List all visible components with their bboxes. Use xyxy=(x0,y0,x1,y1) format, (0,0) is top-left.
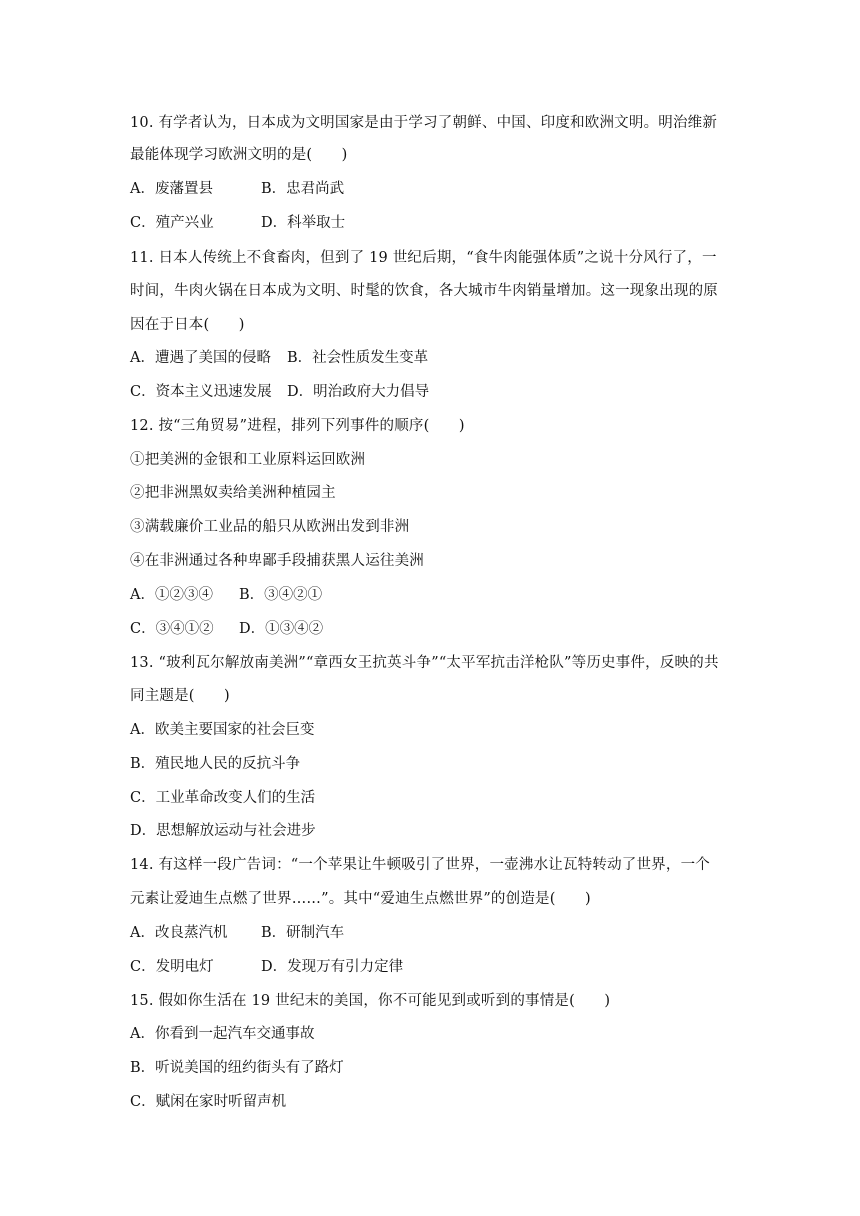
question-14-text-line-1: 14. 有这样一段广告词：“一个苹果让牛顿吸引了世界，一壶沸水让瓦特转动了世界，一个 xyxy=(130,857,710,873)
question-12-item-2: ②把非洲黑奴卖给美洲种植园主 xyxy=(130,485,336,501)
question-15-text-line-1: 15. 假如你生活在 19 世纪末的美国，你不可能见到或听到的事情是( ) xyxy=(130,993,611,1009)
question-11-option-b: B．社会性质发生变革 xyxy=(287,350,429,366)
question-10-text-line-2: 最能体现学习欧洲文明的是( ) xyxy=(130,147,348,163)
question-14-option-c: C．发明电灯 xyxy=(130,959,214,975)
question-12-option-a: A．①②③④ xyxy=(130,587,213,603)
question-12-item-4: ④在非洲通过各种卑鄙手段捕获黑人运往美洲 xyxy=(130,553,424,569)
question-11-text-line-3: 因在于日本( ) xyxy=(130,317,245,333)
question-10-option-d: D．科举取士 xyxy=(261,215,346,231)
question-11-option-a: A．遭遇了美国的侵略 xyxy=(130,350,271,366)
question-14-option-d: D．发现万有引力定律 xyxy=(261,959,404,975)
question-13-option-c: C．工业革命改变人们的生活 xyxy=(130,790,316,806)
question-12-option-c: C．③④①② xyxy=(130,621,214,637)
question-10-option-b: B．忠君尚武 xyxy=(261,181,345,197)
question-12-text-line-1: 12. 按“三角贸易”进程，排列下列事件的顺序( ) xyxy=(130,418,465,434)
question-13-text-line-2: 同主题是( ) xyxy=(130,688,230,704)
question-11-option-d: D．明治政府大力倡导 xyxy=(287,384,430,400)
question-15-option-c: C．赋闲在家时听留声机 xyxy=(130,1094,287,1110)
question-10-option-a: A．废藩置县 xyxy=(130,181,213,197)
question-13-option-d: D．思想解放运动与社会进步 xyxy=(130,823,316,839)
question-14-option-a: A．改良蒸汽机 xyxy=(130,925,228,941)
question-11-option-c: C．资本主义迅速发展 xyxy=(130,384,272,400)
question-13-option-b: B．殖民地人民的反抗斗争 xyxy=(130,756,301,772)
question-13-text-line-1: 13. “玻利瓦尔解放南美洲”“章西女王抗英斗争”“太平军抗击洋枪队”等历史事件，反映的共 xyxy=(130,655,719,671)
question-11-text-line-1: 11. 日本人传统上不食畜肉，但到了 19 世纪后期，“食牛肉能强体质”之说十分风行了，一 xyxy=(130,250,717,266)
question-12-option-d: D．①③④② xyxy=(239,621,324,637)
question-12-option-b: B．③④②① xyxy=(239,587,323,603)
question-15-option-a: A．你看到一起汽车交通事故 xyxy=(130,1026,315,1042)
question-15-option-b: B．听说美国的纽约街头有了路灯 xyxy=(130,1060,344,1076)
question-12-item-1: ①把美洲的金银和工业原料运回欧洲 xyxy=(130,452,366,468)
question-14-text-line-2: 元素让爱迪生点燃了世界……”。其中“爱迪生点燃世界”的创造是( ) xyxy=(130,891,591,907)
question-10-text-line-1: 10. 有学者认为，日本成为文明国家是由于学习了朝鲜、中国、印度和欧洲文明。明治维新 xyxy=(130,115,718,131)
question-12-item-3: ③满载廉价工业品的船只从欧洲出发到非洲 xyxy=(130,519,410,535)
question-11-text-line-2: 时间，牛肉火锅在日本成为文明、时髦的饮食，各大城市牛肉销量增加。这一现象出现的原 xyxy=(130,283,718,299)
question-13-option-a: A．欧美主要国家的社会巨变 xyxy=(130,722,315,738)
question-10-option-c: C．殖产兴业 xyxy=(130,215,214,231)
question-14-option-b: B．研制汽车 xyxy=(261,925,345,941)
